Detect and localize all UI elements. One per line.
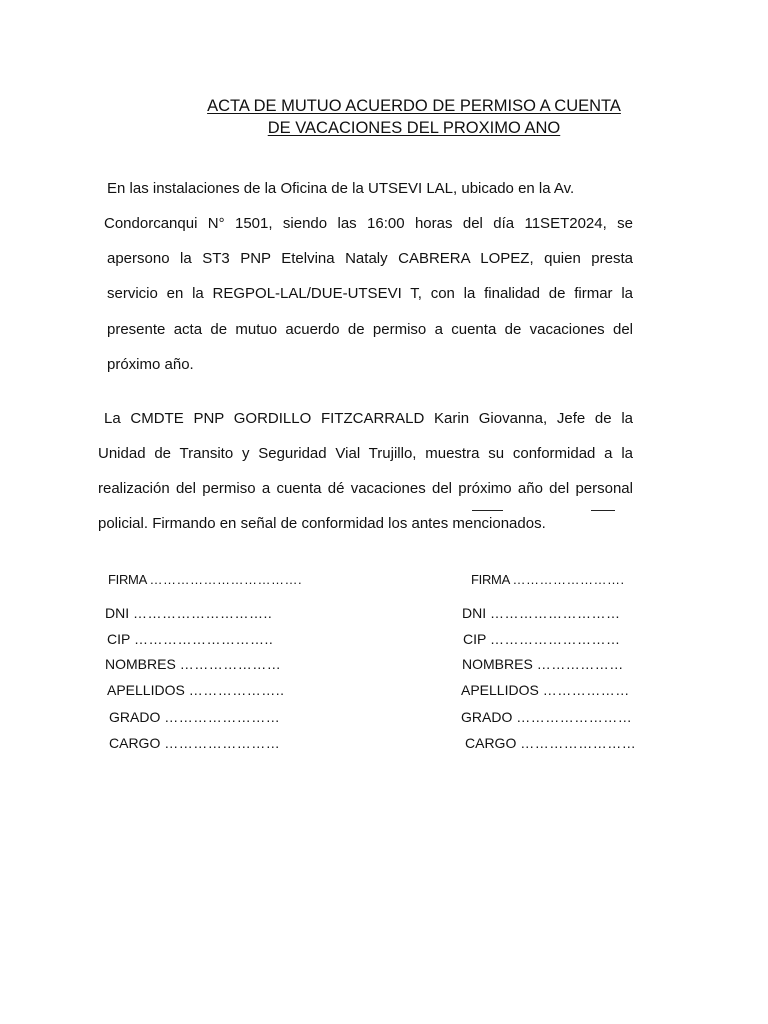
cip-label: CIP xyxy=(463,631,487,647)
cargo-dots: …………………… xyxy=(164,735,281,751)
apellidos-label: APELLIDOS xyxy=(461,682,539,698)
firma-label: FIRMA xyxy=(471,572,510,587)
paragraph-2-line: La CMDTE PNP GORDILLO FITZCARRALD Karin Giovanna, Jefe de la xyxy=(104,410,633,427)
nombres-dots: ………………… xyxy=(179,656,282,672)
cip-label: CIP xyxy=(107,631,131,647)
paragraph-1-line: En las instalaciones de la Oficina de la UTSEVI LAL, ubicado en la Av. xyxy=(107,180,575,197)
cargo-label: CARGO xyxy=(465,735,517,751)
grado-label: GRADO xyxy=(109,709,161,725)
cargo-label: CARGO xyxy=(109,735,161,751)
cip-dots: ……………………….. xyxy=(133,631,274,647)
firma-dots: ……………………………. xyxy=(149,572,303,587)
dni-label: DNI xyxy=(462,605,487,621)
paragraph-1-line: servicio en la REGPOL-LAL/DUE-UTSEVI T, con la finalidad de firmar la xyxy=(107,285,633,302)
apellidos-dots: ……………… xyxy=(542,682,630,698)
grado-dots: …………………… xyxy=(164,709,281,725)
cargo-dots: …………………… xyxy=(520,735,637,751)
cargo-field-right xyxy=(465,734,636,752)
dni-dots: ……………………… xyxy=(490,605,621,621)
apellidos-dots: ……………….. xyxy=(188,682,285,698)
apellidos-label: APELLIDOS xyxy=(107,682,185,698)
paragraph-1-line: apersono la ST3 PNP Etelvina Nataly CABRERA LOPEZ, quien presta xyxy=(107,250,633,267)
apellidos-field-left xyxy=(107,681,285,699)
nombres-field-left xyxy=(105,655,281,673)
nombres-label: NOMBRES xyxy=(105,656,176,672)
firma-label: FIRMA xyxy=(108,572,147,587)
firma-field-left xyxy=(108,571,302,589)
grado-field-right xyxy=(461,708,632,726)
document-title xyxy=(150,95,678,139)
nombres-label: NOMBRES xyxy=(462,656,533,672)
nombres-dots: ……………… xyxy=(536,656,624,672)
grado-label: GRADO xyxy=(461,709,513,725)
grado-field-left xyxy=(109,708,280,726)
title-line-2: DE VACACIONES DEL PROXIMO ANO xyxy=(267,119,561,137)
firma-field-right xyxy=(471,571,625,589)
cip-dots: ……………………… xyxy=(489,631,621,647)
dni-field-right xyxy=(462,604,621,622)
paragraph-1-line: presente acta de mutuo acuerdo de permiso a cuenta de vacaciones del xyxy=(107,321,633,338)
paragraph-1-line: Condorcanqui N° 1501, siendo las 16:00 horas del día 11SET2024, se xyxy=(104,215,633,232)
grado-dots: …………………… xyxy=(516,709,633,725)
firma-dots: ……………………. xyxy=(512,572,625,587)
dni-dots: ……………………….. xyxy=(133,605,273,621)
underline-mark xyxy=(472,510,503,511)
paragraph-2-line: Unidad de Transito y Seguridad Vial Trujillo, muestra su conformidad a la xyxy=(98,445,633,462)
dni-label: DNI xyxy=(105,605,130,621)
cargo-field-left xyxy=(109,734,280,752)
cip-field-right xyxy=(463,630,620,648)
paragraph-1-line: próximo año. xyxy=(107,356,194,373)
title-line-1: ACTA DE MUTUO ACUERDO DE PERMISO A CUENTA xyxy=(207,97,621,115)
paragraph-2-line: realización del permiso a cuenta dé vacaciones del próximo año del personal xyxy=(98,480,633,497)
paragraph-2-line: policial. Firmando en señal de conformidad los antes mencionados. xyxy=(98,515,546,532)
nombres-field-right xyxy=(462,655,624,673)
cip-field-left xyxy=(107,630,273,648)
underline-mark xyxy=(591,510,615,511)
dni-field-left xyxy=(105,604,272,622)
apellidos-field-right xyxy=(461,681,630,699)
